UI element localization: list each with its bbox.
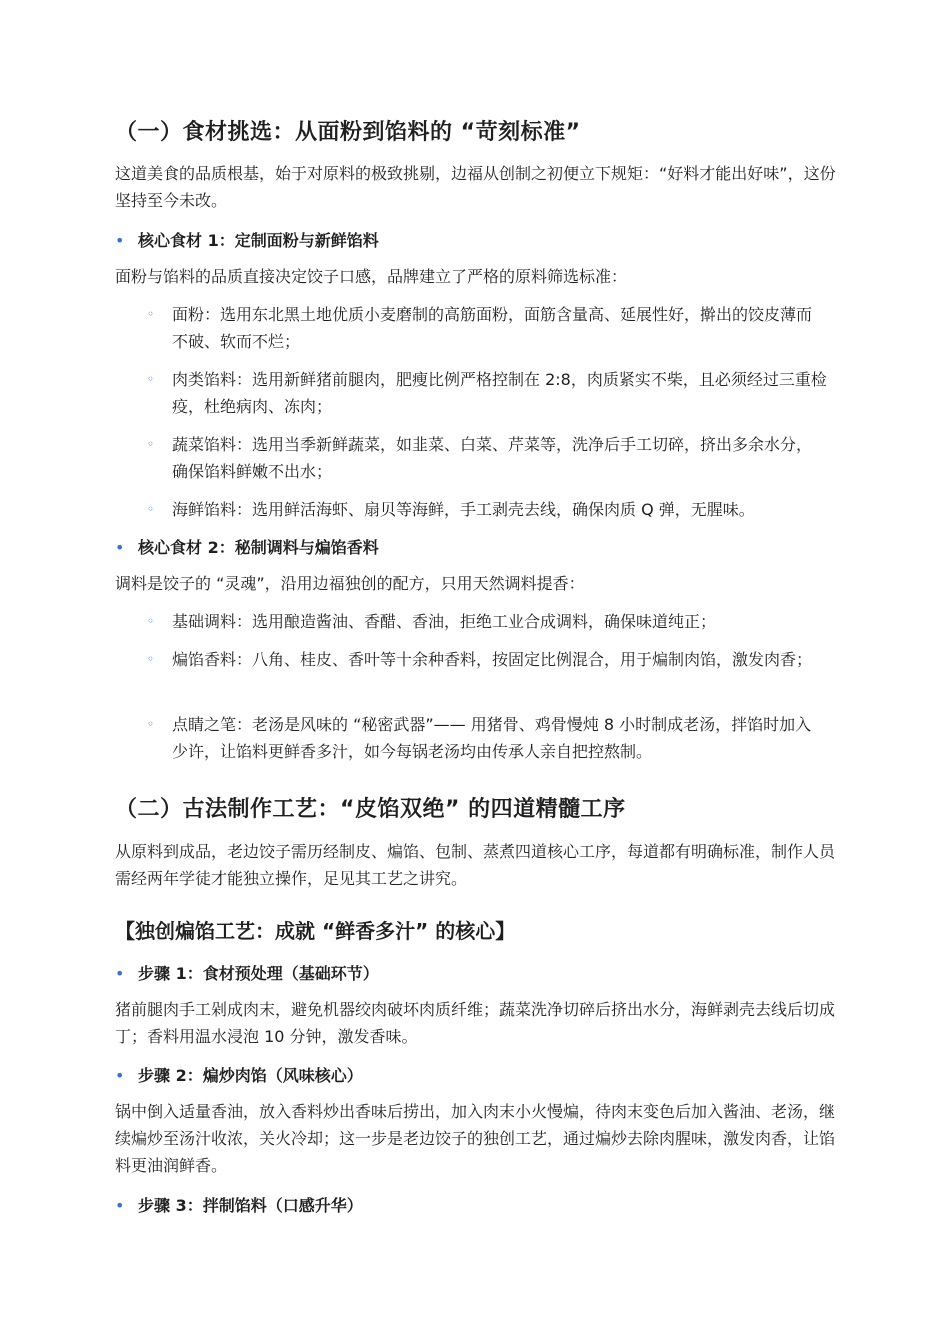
- section-intro-ingredients: 这道美食的品质根基，始于对原料的极致挑剔，边福从创制之初便立下规矩：“好料才能出好味”，这份坚持至今未改。: [115, 164, 836, 210]
- sub-bullet-meat: [147, 366, 827, 420]
- bullet-dot: •: [115, 538, 125, 557]
- core-ingredient-1-desc: 面粉与馅料的品质直接决定饺子口感，品牌建立了严格的原料筛选标准：: [115, 267, 628, 286]
- sub-bullet-circle: ◦: [147, 502, 155, 516]
- bullet-dot: •: [115, 1196, 125, 1215]
- bullet-dot: •: [115, 1066, 125, 1085]
- sub-bullet-basic-seasoning: [147, 608, 827, 635]
- section-heading-ingredients: （一）食材挑选：从面粉到馅料的 “苛刻标准”: [115, 120, 581, 145]
- sub-bullet-circle: ◦: [147, 717, 155, 731]
- sub-bullet-spices: [147, 646, 827, 673]
- bullet-core-ingredient-1: [115, 229, 835, 253]
- sub-bullet-flour: [147, 301, 827, 355]
- list-item-text: 基础调料：选用酿造酱油、香醋、香油，拒绝工业合成调料，确保味道纯正；: [172, 612, 717, 631]
- list-item-text: 海鲜馅料：选用鲜活海虾、扇贝等海鲜，手工剥壳去线，确保肉质 Q 弹，无腥味。: [172, 500, 755, 519]
- sub-bullet-circle: ◦: [147, 307, 155, 321]
- sub-bullet-old-broth: [147, 711, 827, 765]
- step-1-desc: 猪前腿肉手工剁成肉末，避免机器绞肉破坏肉质纤维；蔬菜洗净切碎后挤出水分，海鲜剥壳去线后切成丁；香料用温水浸泡 10 分钟，激发香味。: [115, 1000, 836, 1046]
- subsection-heading-filling: 【独创煸馅工艺：成就 “鲜香多汁” 的核心】: [115, 919, 516, 943]
- bullet-step-1: [115, 962, 835, 986]
- bullet-step-2: [115, 1064, 835, 1088]
- bullet-dot: •: [115, 231, 125, 250]
- sub-bullet-seafood: [147, 496, 827, 523]
- list-item-text: 煸馅香料：八角、桂皮、香叶等十余种香料，按固定比例混合，用于煸制肉馅，激发肉香；: [172, 650, 813, 669]
- step-2-desc: 锅中倒入适量香油，放入香料炒出香味后捞出，加入肉末小火慢煸，待肉末变色后加入酱油、老汤，继续煸炒至汤汁收浓，关火冷却；这一步是老边饺子的独创工艺，通过煸炒去除肉腥味，激发肉香，让馅料更油润鲜香。: [115, 1102, 836, 1175]
- list-item-text: 肉类馅料：选用新鲜猪前腿肉，肥瘦比例严格控制在 2:8，肉质紧实不柴，且必须经过三重检疫，杜绝病肉、冻肉；: [172, 370, 827, 416]
- section-heading-craft: （二）古法制作工艺：“皮馅双绝” 的四道精髓工序: [115, 797, 626, 822]
- core-ingredient-2-desc: 调料是饺子的 “灵魂”，沿用边福独创的配方，只用天然调料提香：: [115, 574, 585, 593]
- sub-bullet-circle: ◦: [147, 437, 155, 451]
- bullet-title: 步骤 2：煸炒肉馅（风味核心）: [138, 1066, 363, 1085]
- sub-bullet-vegetable: [147, 431, 827, 485]
- bullet-core-ingredient-2: [115, 536, 835, 560]
- bullet-step-3: [115, 1194, 835, 1218]
- sub-bullet-circle: ◦: [147, 614, 155, 628]
- sub-bullet-circle: ◦: [147, 372, 155, 386]
- bullet-title: 步骤 3：拌制馅料（口感升华）: [138, 1196, 363, 1215]
- list-item-text: 面粉：选用东北黑土地优质小麦磨制的高筋面粉，面筋含量高、延展性好，擀出的饺皮薄而不破、软而不烂；: [172, 305, 813, 351]
- bullet-dot: •: [115, 964, 125, 983]
- sub-bullet-circle: ◦: [147, 652, 155, 666]
- bullet-title: 核心食材 1：定制面粉与新鲜馅料: [138, 231, 379, 250]
- list-item-text: 点睛之笔：老汤是风味的 “秘密武器”—— 用猪骨、鸡骨慢炖 8 小时制成老汤，拌馅时加入少许，让馅料更鲜香多汁，如今每锅老汤均由传承人亲自把控熬制。: [172, 715, 812, 761]
- bullet-title: 步骤 1：食材预处理（基础环节）: [138, 964, 379, 983]
- bullet-title: 核心食材 2：秘制调料与煸馅香料: [138, 538, 379, 557]
- section-intro-craft: 从原料到成品，老边饺子需历经制皮、煸馅、包制、蒸煮四道核心工序，每道都有明确标准，制作人员需经两年学徒才能独立操作，足见其工艺之讲究。: [115, 842, 836, 888]
- list-item-text: 蔬菜馅料：选用当季新鲜蔬菜，如韭菜、白菜、芹菜等，洗净后手工切碎，挤出多余水分，确保馅料鲜嫩不出水；: [172, 435, 813, 481]
